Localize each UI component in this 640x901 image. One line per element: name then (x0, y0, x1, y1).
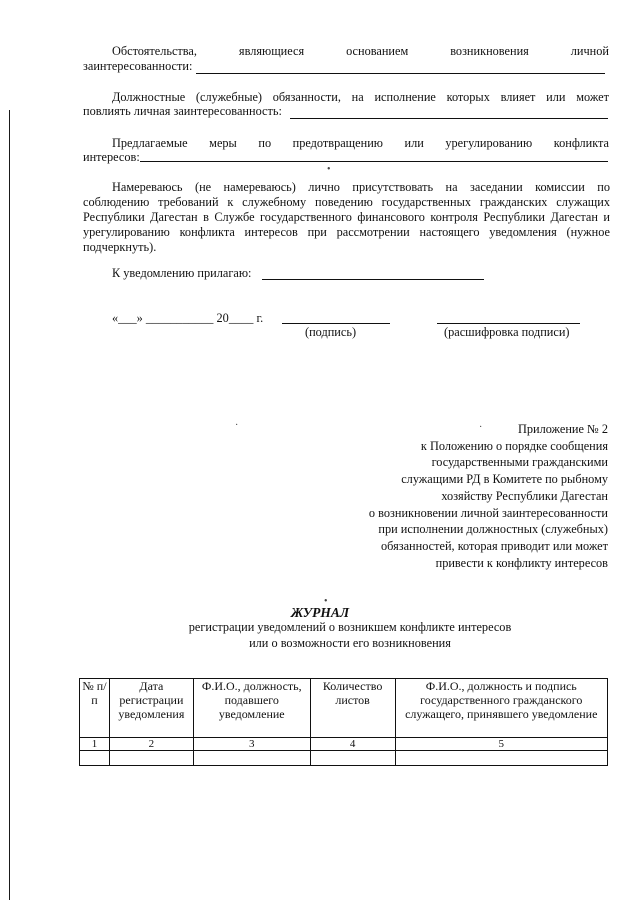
appendix-line: при исполнении должностных (служебных) (378, 522, 608, 537)
header-number: № п/п (80, 679, 110, 738)
signature-field[interactable] (282, 323, 390, 324)
column-number-cell: 1 (80, 738, 110, 751)
column-number-cell: 5 (395, 738, 607, 751)
appendix-line: служащими РД в Комитете по рыбному (401, 472, 608, 487)
column-number-cell: 3 (193, 738, 310, 751)
appendix-block (308, 421, 608, 571)
journal-subtitle (160, 620, 540, 651)
table-cell[interactable] (109, 751, 193, 766)
header-date: Дата регистрации уведомления (109, 679, 193, 738)
journal-subtitle-line: регистрации уведомлений о возникшем конфликте интересов (188, 620, 512, 634)
measures-field[interactable] (140, 161, 608, 162)
signature-caption: (подпись) (305, 325, 357, 339)
table-cell[interactable] (310, 751, 395, 766)
duties-label: Должностные (служебные) обязанности, на исполнение которых влияет или может (112, 90, 609, 104)
journal-table (79, 678, 608, 766)
header-submitter: Ф.И.О., должность, подавшего уведомление (193, 679, 310, 738)
decoding-caption: (расшифровка подписи) (444, 325, 570, 339)
table-cell[interactable] (193, 751, 310, 766)
appendix-line: о возникновении личной заинтересованности (368, 505, 608, 520)
scan-edge-line (9, 110, 10, 900)
column-number-cell: 4 (310, 738, 395, 751)
table-row (80, 738, 608, 751)
scan-speck: • (327, 164, 331, 175)
measures-label-cont: интересов: (83, 150, 140, 164)
header-receiver: Ф.И.О., должность и подпись государственного гражданского служащего, принявшего уведомление (395, 679, 607, 738)
table-row (80, 751, 608, 766)
column-number-cell: 2 (109, 738, 193, 751)
scan-speck: · (235, 420, 239, 431)
signature-decoding-field[interactable] (437, 323, 580, 324)
scan-speck: • (324, 596, 328, 607)
appendix-line: обязанностей, которая приводит или может (380, 538, 608, 553)
date-line[interactable]: «___» ___________ 20____ г. (112, 311, 264, 325)
header-sheets: Количество листов (310, 679, 395, 738)
intent-paragraph (83, 180, 610, 255)
appendix-line: хозяйству Республики Дагестан (441, 488, 608, 503)
circumstances-label-cont: заинтересованности: (83, 59, 193, 73)
scan-speck: · (479, 422, 483, 433)
appendix-line: к Положению о порядке сообщения (420, 438, 608, 453)
attachment-label: К уведомлению прилагаю: (112, 266, 252, 280)
duties-label-cont: повлиять личная заинтересованность: (83, 104, 282, 118)
measures-label: Предлагаемые меры по предотвращению или урегулированию конфликта (112, 136, 609, 150)
table-header-row (80, 679, 608, 738)
duties-field[interactable] (290, 118, 608, 119)
appendix-line: государственными гражданскими (431, 455, 608, 470)
appendix-line: привести к конфликту интересов (435, 555, 608, 570)
table-cell[interactable] (80, 751, 110, 766)
attachment-field[interactable] (262, 279, 484, 280)
appendix-line: Приложение № 2 (517, 422, 608, 436)
intent-line-first: Намереваюсь (не намереваюсь) лично присутствовать на заседании комиссии по (112, 180, 610, 194)
journal-subtitle-line: или о возможности его возникновения (249, 635, 451, 650)
circumstances-label: Обстоятельства, являющиеся основанием возникновения личной (112, 44, 609, 58)
circumstances-field[interactable] (196, 73, 605, 74)
table-cell[interactable] (395, 751, 607, 766)
journal-title: ЖУРНАЛ (290, 605, 350, 620)
intent-text-rest: соблюдению требований к служебному поведению государственных гражданских служащих Республики Дагестан в Службе государственного финансового контроля Республики Дагестан и урегулированию конфликта интересов при рассмотрении настоящего уведомления (нужное подчеркнуть). (83, 195, 610, 254)
